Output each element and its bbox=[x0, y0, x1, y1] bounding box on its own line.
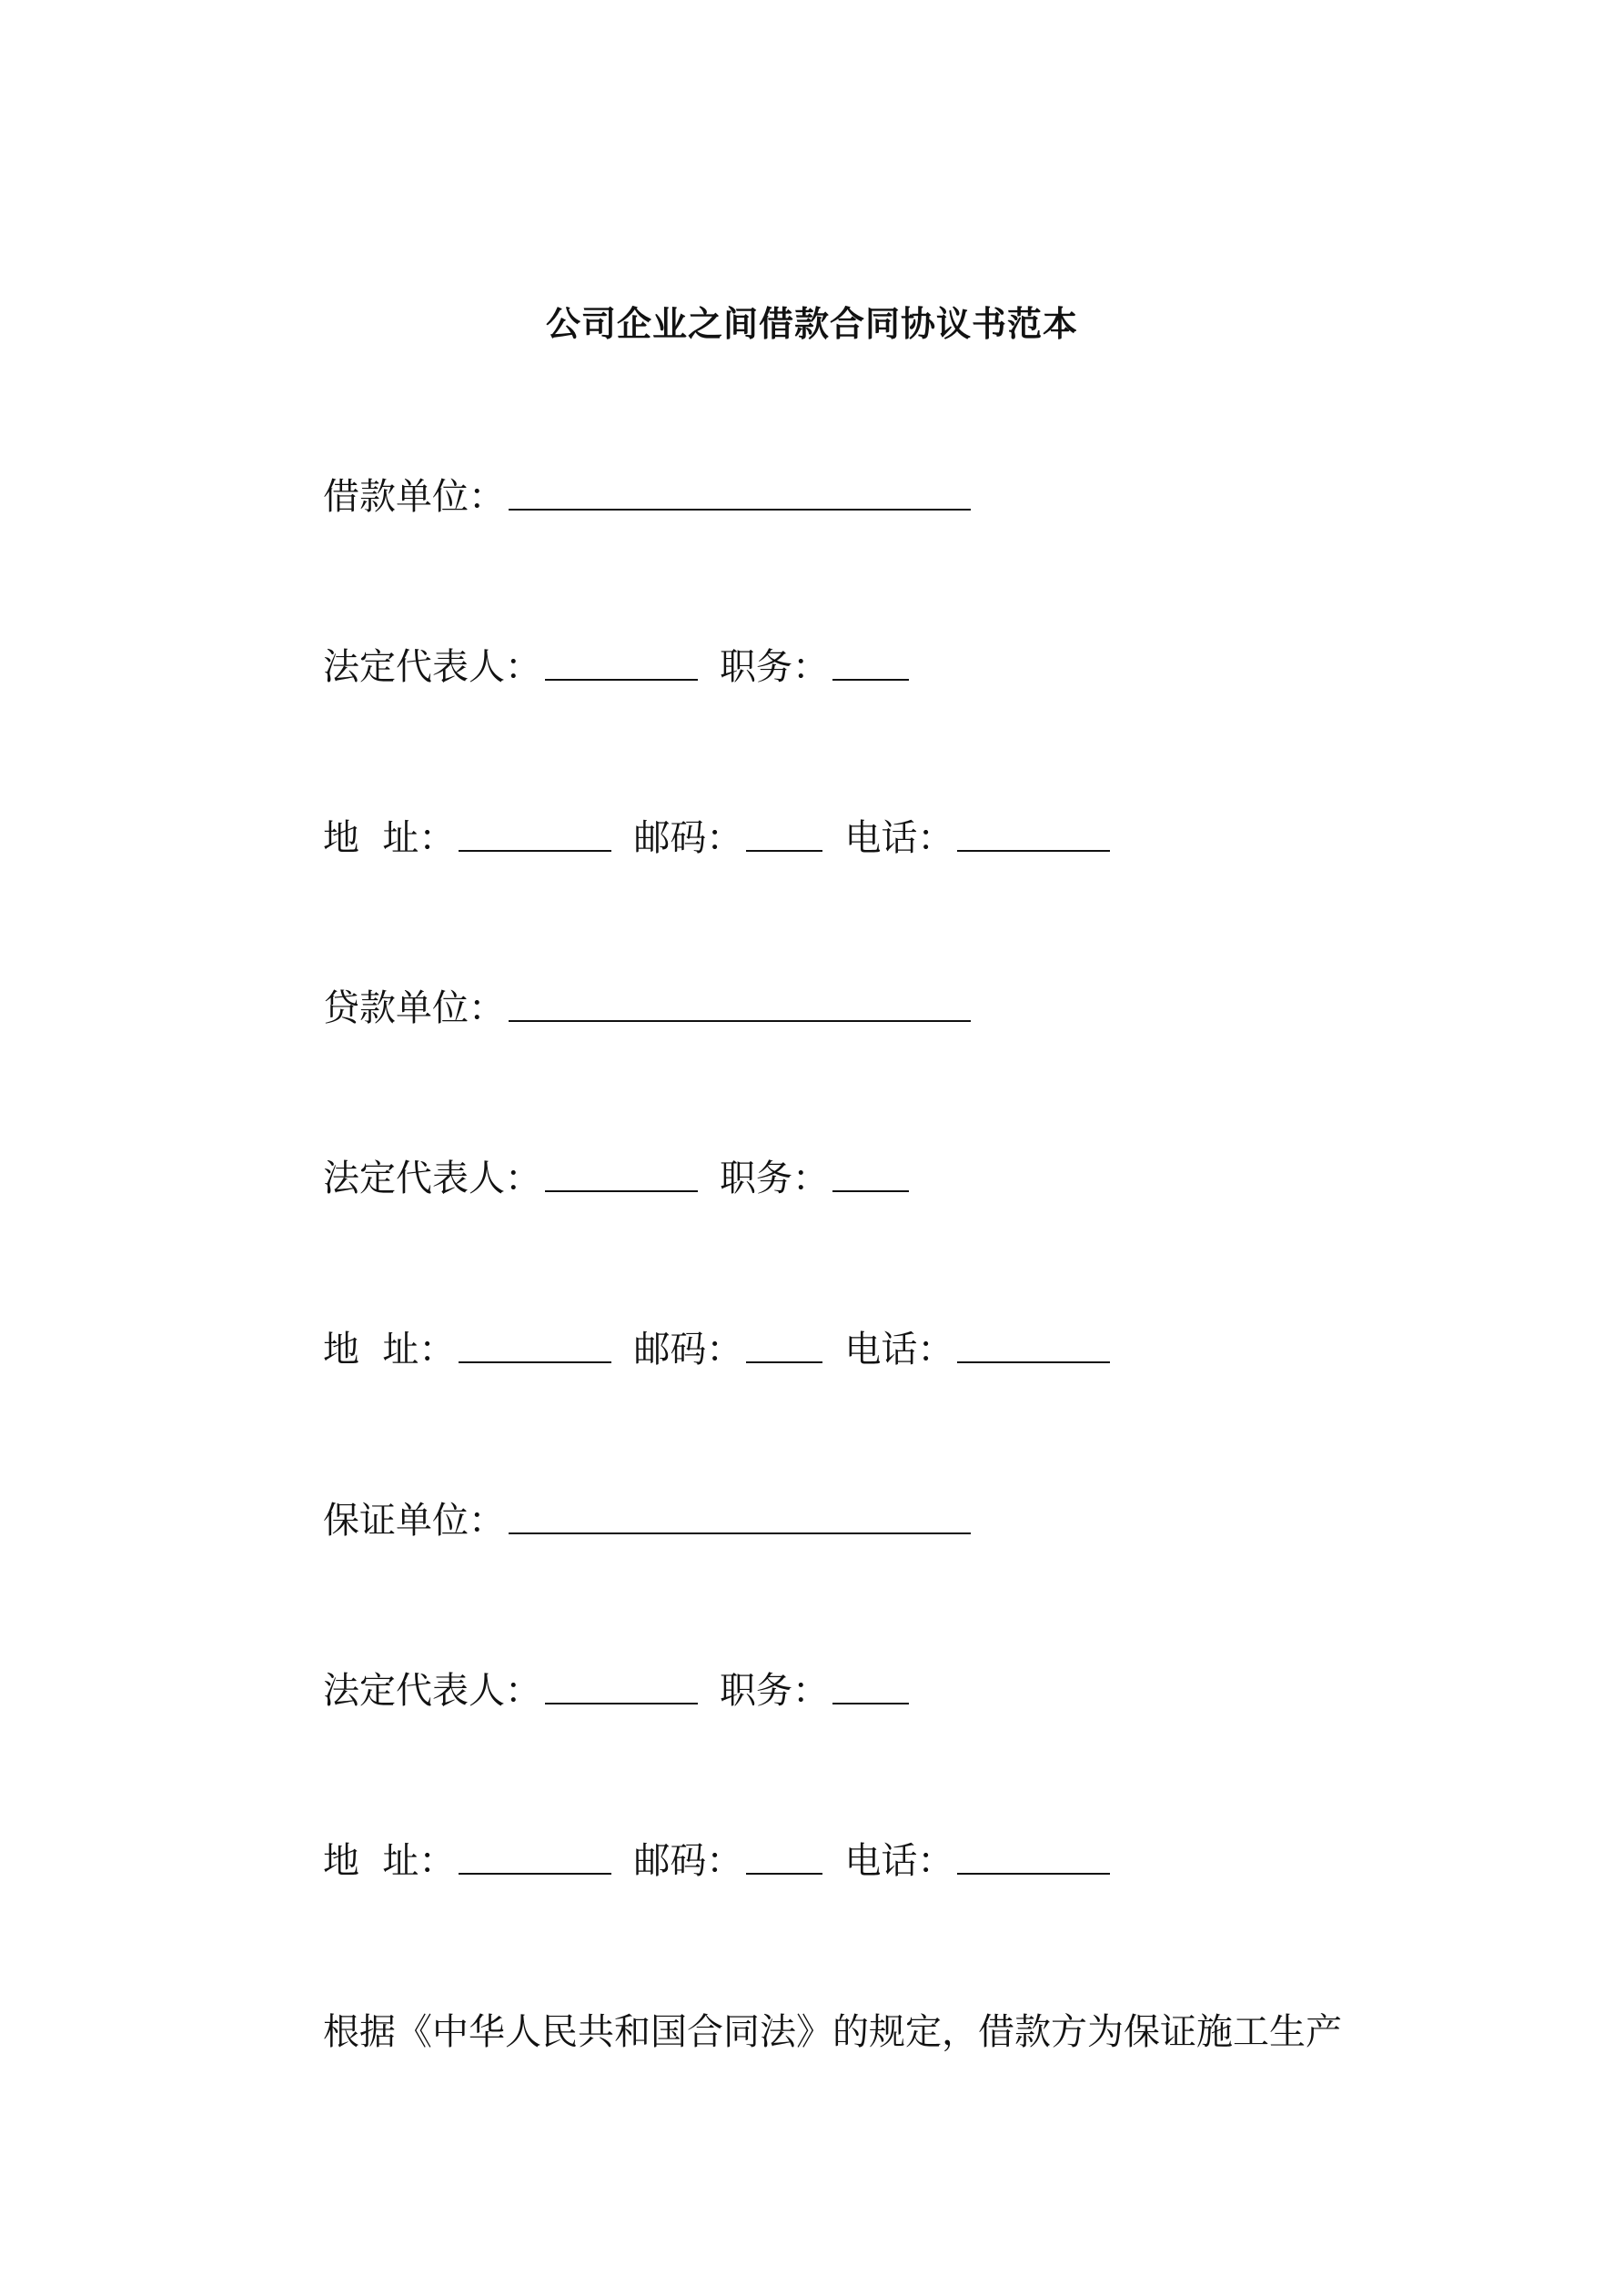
lender-postcode-blank[interactable] bbox=[746, 1361, 822, 1363]
lender-rep-line bbox=[323, 1153, 909, 1204]
borrower-rep-blank[interactable] bbox=[545, 679, 698, 681]
borrower-rep-label: 法定代表人： bbox=[323, 646, 541, 688]
lender-position-blank[interactable] bbox=[832, 1190, 909, 1192]
lender-phone-label: 电话： bbox=[844, 1329, 954, 1371]
lender-address-blank[interactable] bbox=[459, 1361, 611, 1363]
body-paragraph: 根据《中华人民共和国合同法》的规定，借款方为保证施工生产 bbox=[323, 2011, 1342, 2053]
borrower-position-label: 职务： bbox=[720, 646, 829, 688]
document-title: 公司企业之间借款合同协议书范本 bbox=[545, 303, 1078, 344]
guarantor-address-line bbox=[323, 1836, 1110, 1886]
borrower-position-blank[interactable] bbox=[832, 679, 909, 681]
borrower-address-blank[interactable] bbox=[459, 850, 611, 852]
guarantor-rep-label: 法定代表人： bbox=[323, 1670, 541, 1712]
borrower-rep-line bbox=[323, 642, 909, 693]
lender-postcode-label: 邮码： bbox=[633, 1329, 743, 1371]
borrower-unit-label: 借款单位： bbox=[323, 476, 505, 518]
borrower-postcode-label: 邮码： bbox=[633, 817, 743, 859]
guarantor-postcode-blank[interactable] bbox=[746, 1873, 822, 1875]
guarantor-unit-label: 保证单位： bbox=[323, 1500, 505, 1542]
lender-rep-blank[interactable] bbox=[545, 1190, 698, 1192]
borrower-address-line bbox=[323, 813, 1110, 864]
lender-phone-blank[interactable] bbox=[957, 1361, 1110, 1363]
borrower-phone-label: 电话： bbox=[844, 817, 954, 859]
guarantor-unit-line bbox=[323, 1495, 971, 1546]
borrower-unit-line bbox=[323, 471, 971, 522]
borrower-unit-blank[interactable] bbox=[509, 509, 971, 511]
guarantor-postcode-label: 邮码： bbox=[633, 1840, 743, 1882]
guarantor-address-blank[interactable] bbox=[459, 1873, 611, 1875]
lender-unit-line bbox=[323, 983, 971, 1034]
guarantor-phone-blank[interactable] bbox=[957, 1873, 1110, 1875]
borrower-address-label: 地 址： bbox=[323, 817, 456, 859]
lender-address-line bbox=[323, 1324, 1110, 1375]
guarantor-position-blank[interactable] bbox=[832, 1703, 909, 1704]
lender-unit-blank[interactable] bbox=[509, 1020, 971, 1022]
guarantor-phone-label: 电话： bbox=[844, 1840, 954, 1882]
borrower-postcode-blank[interactable] bbox=[746, 850, 822, 852]
lender-rep-label: 法定代表人： bbox=[323, 1158, 541, 1199]
guarantor-rep-blank[interactable] bbox=[545, 1703, 698, 1704]
lender-unit-label: 贷款单位： bbox=[323, 987, 505, 1029]
lender-address-label: 地 址： bbox=[323, 1329, 456, 1371]
borrower-phone-blank[interactable] bbox=[957, 850, 1110, 852]
guarantor-position-label: 职务： bbox=[720, 1670, 829, 1712]
lender-position-label: 职务： bbox=[720, 1158, 829, 1199]
guarantor-unit-blank[interactable] bbox=[509, 1532, 971, 1534]
guarantor-address-label: 地 址： bbox=[323, 1840, 456, 1882]
guarantor-rep-line bbox=[323, 1665, 909, 1716]
